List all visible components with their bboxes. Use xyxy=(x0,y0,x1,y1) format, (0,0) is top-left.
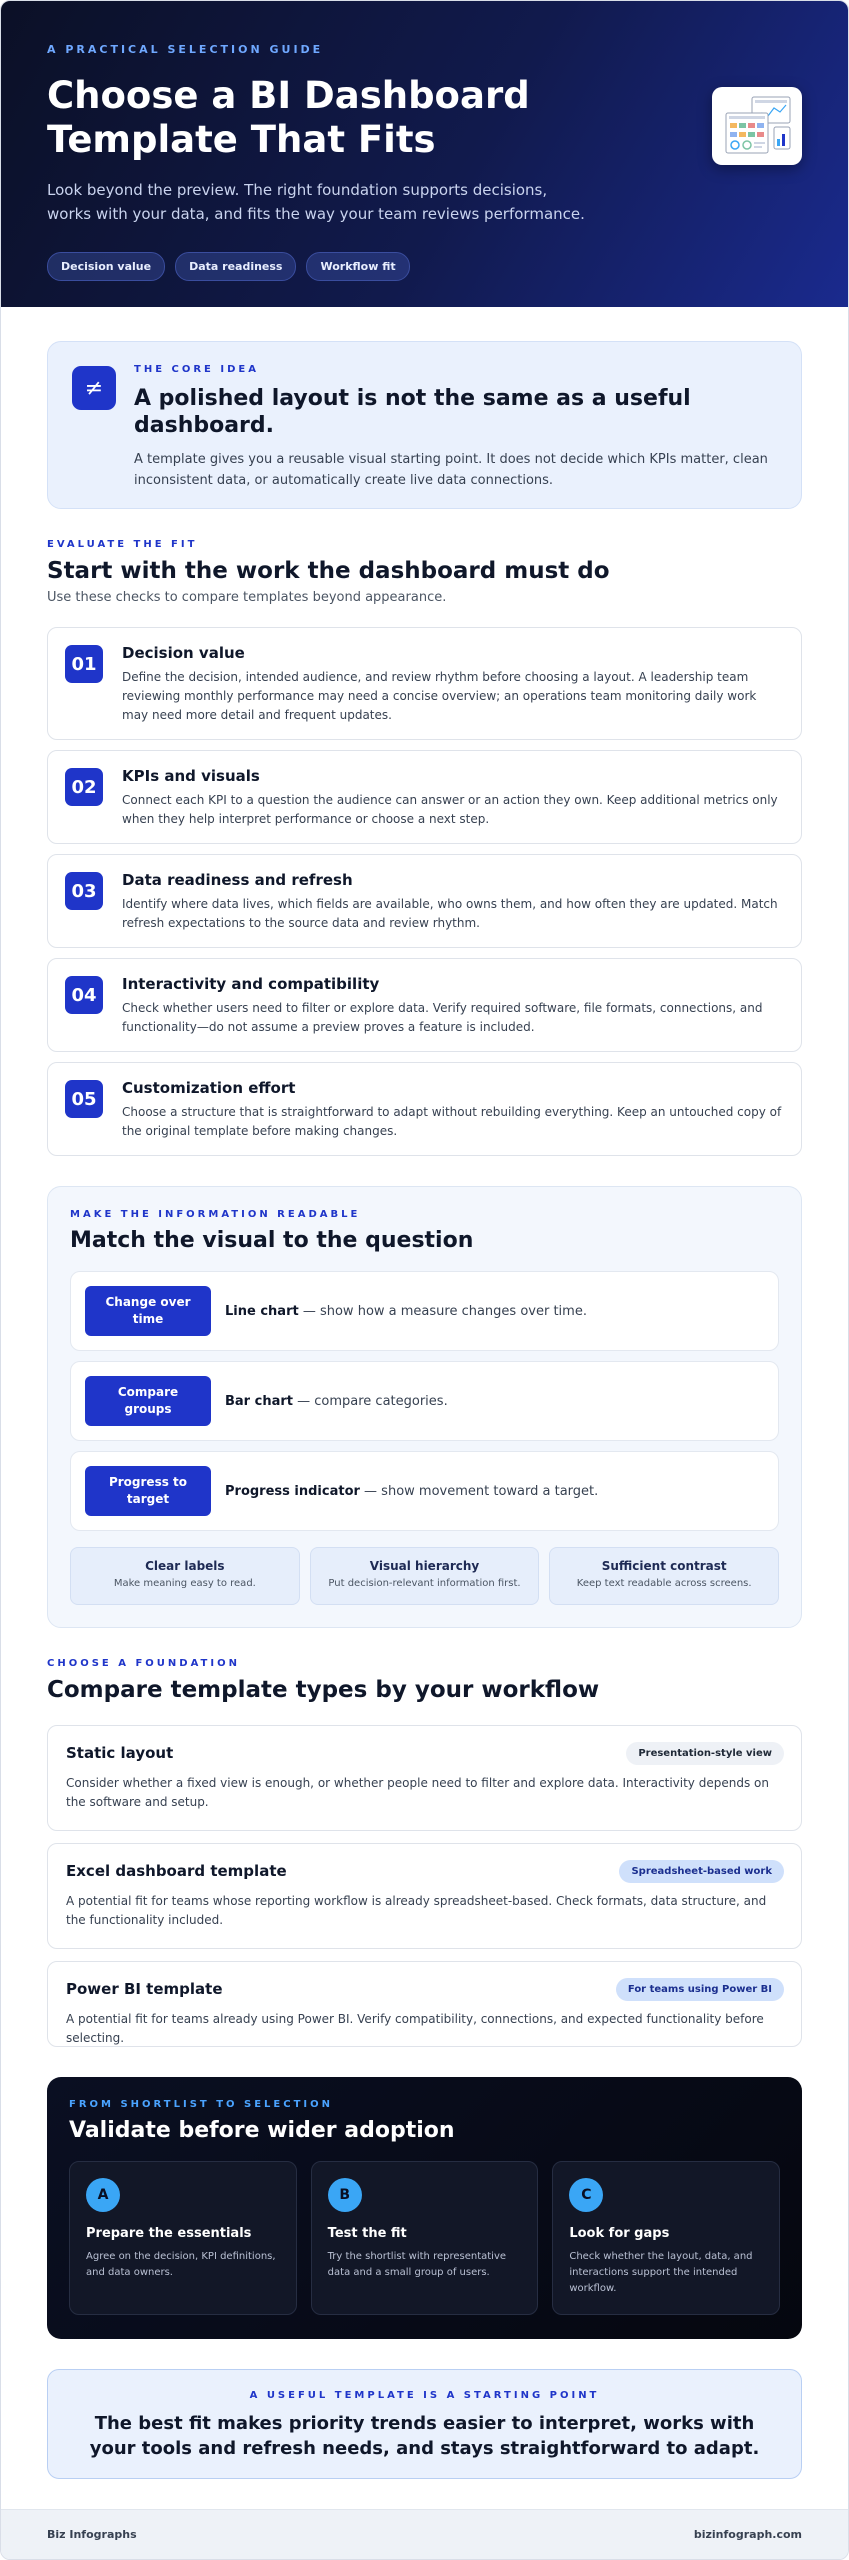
validate-card-text: Check whether the layout, data, and interactions support the intended workflow. xyxy=(569,2251,753,2294)
evaluate-eyebrow: EVALUATE THE FIT xyxy=(47,539,198,550)
step-number-badge: 05 xyxy=(65,1080,103,1118)
core-eyebrow: THE CORE IDEA xyxy=(134,364,259,375)
template-text: Consider whether a fixed view is enough, or whether people need to filter and explore data. Interactivity depends on the software and setup. xyxy=(66,1776,769,1809)
pill-visual-hierarchy xyxy=(310,1547,540,1605)
validate-card xyxy=(552,2161,780,2315)
template-card-excel xyxy=(47,1843,802,1949)
visual-description xyxy=(225,1394,448,1409)
template-badge: Spreadsheet-based work xyxy=(619,1860,784,1883)
core-title: A polished layout is not the same as a useful dashboard. xyxy=(134,386,691,438)
page-title: Choose a BI Dashboard Template That Fits xyxy=(47,74,530,161)
step-title: Interactivity and compatibility xyxy=(122,975,380,993)
visual-name: Bar chart xyxy=(225,1393,293,1409)
template-title: Power BI template xyxy=(66,1980,223,1998)
validate-card-title: Prepare the essentials xyxy=(86,2226,252,2241)
step-text: Identify where data lives, which fields are available, who owns them, and how often they are updated. Match refresh expectations to the source data and review rhythm. xyxy=(122,897,778,930)
visual-tag: Change over time xyxy=(85,1286,211,1336)
evaluate-subtitle: Use these checks to compare templates beyond appearance. xyxy=(47,590,447,605)
step-text: Define the decision, intended audience, and review rhythm before choosing a layout. A leadership team reviewing monthly performance may need a concise overview; an operations team monitoring daily work may need more detail and frequent updates. xyxy=(122,670,757,722)
step-text: Connect each KPI to a question the audience can answer or an action they own. Keep additional metrics only when they help interpret performance or choose a next step. xyxy=(122,793,778,826)
steps-list xyxy=(47,627,802,1156)
takeaway-eyebrow: A USEFUL TEMPLATE IS A STARTING POINT xyxy=(249,2390,600,2401)
validate-cards xyxy=(69,2161,780,2315)
not-equal-icon: ≠ xyxy=(72,366,116,410)
pill-title: Visual hierarchy xyxy=(369,1559,480,1573)
validate-section xyxy=(47,2077,802,2339)
takeaway-text: The best fit makes priority trends easier to interpret, works with your tools and refresh needs, and stays straightforward to adapt. xyxy=(89,2413,760,2459)
pill-desc: Put decision-relevant information first. xyxy=(328,1578,521,1589)
evaluate-title: Start with the work the dashboard must do xyxy=(47,558,610,584)
letter-badge: B xyxy=(328,2178,362,2212)
visual-desc-text: — show movement toward a target. xyxy=(359,1483,599,1499)
letter-badge: A xyxy=(86,2178,120,2212)
visual-section xyxy=(47,1186,802,1628)
pill-desc: Keep text readable across screens. xyxy=(576,1578,752,1589)
visual-name: Progress indicator xyxy=(225,1483,360,1499)
dashboard-thumbnail-icon xyxy=(712,87,802,165)
template-badge: Presentation-style view xyxy=(626,1742,784,1765)
pill-title: Clear labels xyxy=(145,1559,225,1573)
template-badge: For teams using Power BI xyxy=(616,1978,784,2001)
template-list xyxy=(47,1725,802,2047)
template-title: Static layout xyxy=(66,1744,174,1762)
template-title: Excel dashboard template xyxy=(66,1862,287,1880)
footer xyxy=(1,2509,848,2559)
hero-lead: Look beyond the preview. The right foundation supports decisions, works with your data, and fits the way your team reviews performance. xyxy=(47,181,585,223)
letter-badge: C xyxy=(569,2178,603,2212)
hero-eyebrow: A PRACTICAL SELECTION GUIDE xyxy=(47,43,324,56)
visual-tag: Progress to target xyxy=(85,1466,211,1516)
foundation-title: Compare template types by your workflow xyxy=(47,1677,600,1703)
visual-row xyxy=(70,1271,779,1351)
step-card xyxy=(47,627,802,740)
step-card xyxy=(47,958,802,1052)
validate-eyebrow: FROM SHORTLIST TO SELECTION xyxy=(69,2099,333,2110)
visual-desc-text: — show how a measure changes over time. xyxy=(298,1303,587,1319)
template-text: A potential fit for teams already using Power BI. Verify compatibility, connections, and expected functionality before selecting. xyxy=(66,2012,764,2045)
chip-data-readiness: Data readiness xyxy=(175,252,296,281)
evaluate-section xyxy=(1,539,848,1156)
validate-card xyxy=(69,2161,297,2315)
visual-desc-text: — compare categories. xyxy=(292,1393,448,1409)
template-card-powerbi xyxy=(47,1961,802,2047)
visual-tag: Compare groups xyxy=(85,1376,211,1426)
hero-banner xyxy=(1,1,848,307)
footer-site-link[interactable]: bizinfograph.com xyxy=(693,2528,802,2541)
pill-desc: Make meaning easy to read. xyxy=(113,1578,256,1589)
step-number-badge: 02 xyxy=(65,768,103,806)
step-title: Customization effort xyxy=(122,1079,296,1097)
validate-card xyxy=(311,2161,539,2315)
core-idea-card xyxy=(47,341,802,509)
step-text: Choose a structure that is straightforward to adapt without rebuilding everything. Keep an untouched copy of the original template before making changes. xyxy=(122,1105,782,1138)
step-text: Check whether users need to filter or explore data. Verify required software, file formats, connections, and functionality—do not assume a preview proves a feature is included. xyxy=(122,1001,763,1034)
validate-title: Validate before wider adoption xyxy=(69,2118,455,2143)
step-card xyxy=(47,1062,802,1156)
footer-brand: Biz Infographs xyxy=(47,2528,137,2541)
step-title: Data readiness and refresh xyxy=(122,871,353,889)
foundation-section xyxy=(1,1658,848,2047)
pill-title: Sufficient contrast xyxy=(601,1559,727,1573)
pill-sufficient-contrast xyxy=(549,1547,779,1605)
foundation-eyebrow: CHOOSE A FOUNDATION xyxy=(47,1658,240,1669)
core-text: A template gives you a reusable visual starting point. It does not decide which KPIs matter, clean inconsistent data, or automatically create live data connections. xyxy=(134,452,768,488)
step-number-badge: 03 xyxy=(65,872,103,910)
validate-card-title: Look for gaps xyxy=(569,2226,670,2241)
step-number-badge: 01 xyxy=(65,645,103,683)
step-number-badge: 04 xyxy=(65,976,103,1014)
readability-pills xyxy=(70,1547,779,1605)
visual-description xyxy=(225,1304,587,1319)
step-title: Decision value xyxy=(122,644,245,662)
takeaway-callout xyxy=(47,2369,802,2479)
visual-eyebrow: MAKE THE INFORMATION READABLE xyxy=(70,1209,361,1220)
visual-title: Match the visual to the question xyxy=(70,1228,474,1253)
validate-card-text: Agree on the decision, KPI definitions, and data owners. xyxy=(86,2251,276,2278)
pill-clear-labels xyxy=(70,1547,300,1605)
visual-name: Line chart xyxy=(225,1303,299,1319)
validate-card-text: Try the shortlist with representative data and a small group of users. xyxy=(327,2251,507,2278)
chip-decision-value: Decision value xyxy=(47,252,165,281)
visual-rows xyxy=(70,1271,779,1531)
hero-chips xyxy=(47,252,802,281)
visual-description xyxy=(225,1484,598,1499)
template-text: A potential fit for teams whose reporting workflow is already spreadsheet-based. Check formats, data structure, and the functionality included. xyxy=(66,1894,767,1927)
step-card xyxy=(47,854,802,948)
step-title: KPIs and visuals xyxy=(122,767,260,785)
visual-row xyxy=(70,1361,779,1441)
chip-workflow-fit: Workflow fit xyxy=(306,252,409,281)
template-card-static xyxy=(47,1725,802,1831)
validate-card-title: Test the fit xyxy=(327,2226,407,2241)
visual-row xyxy=(70,1451,779,1531)
step-card xyxy=(47,750,802,844)
